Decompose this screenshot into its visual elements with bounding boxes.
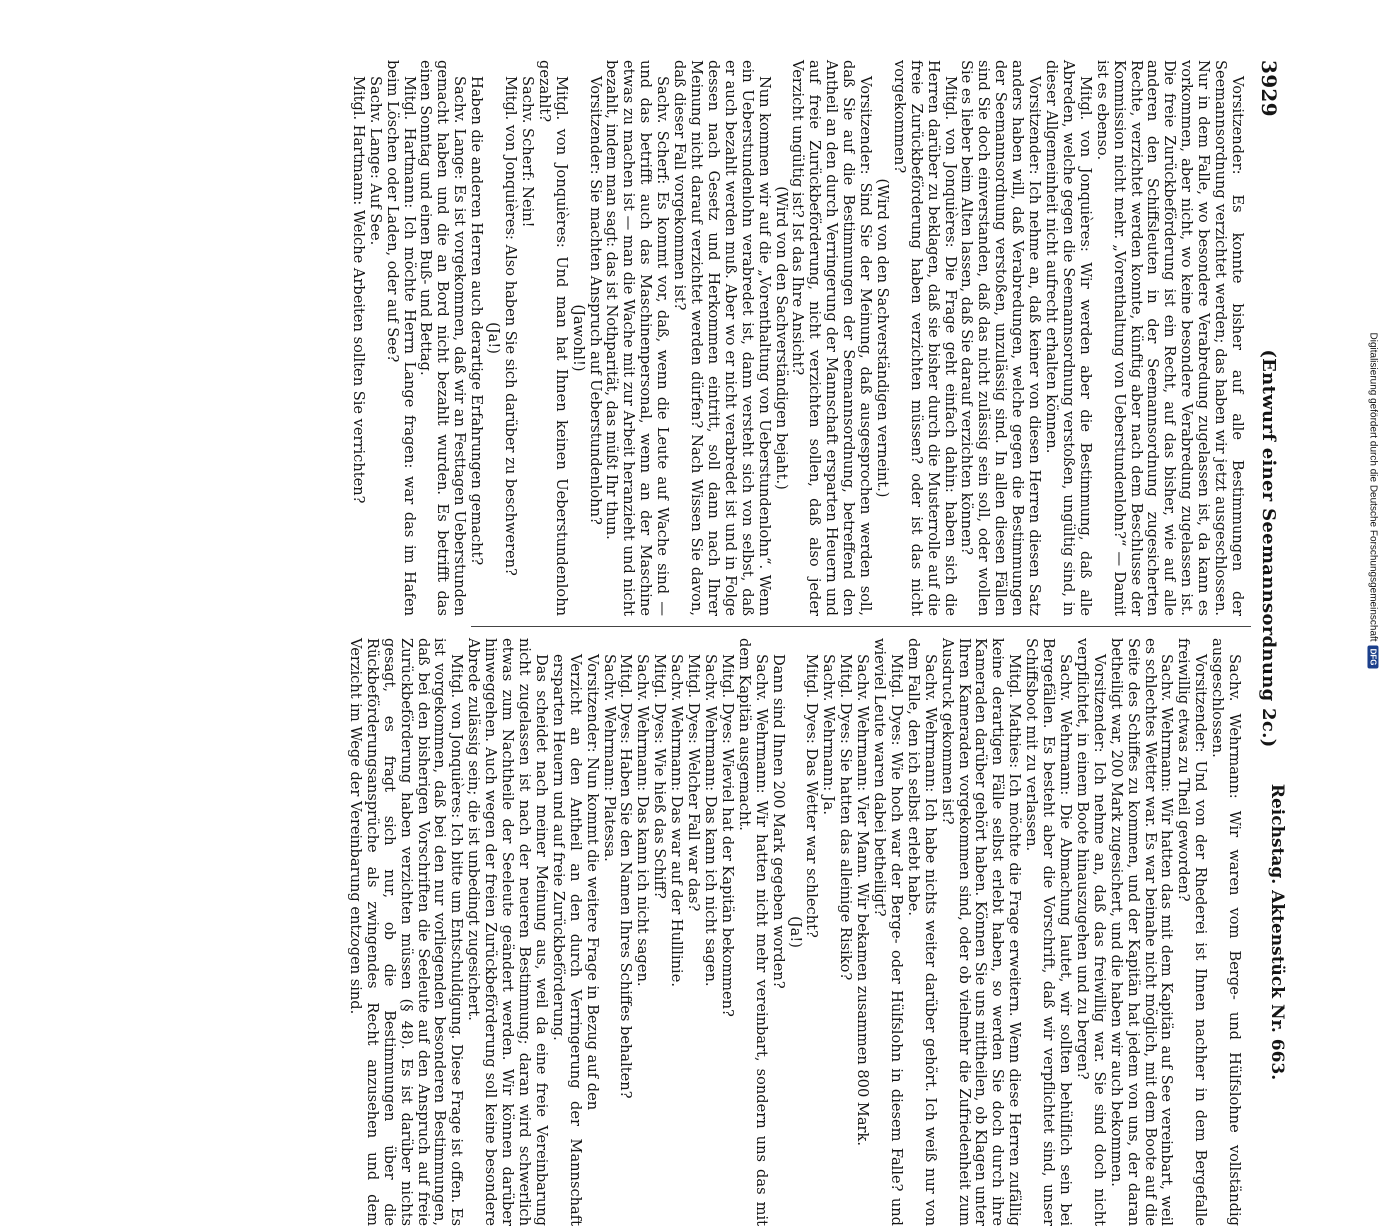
paragraph: Vorsitzender: Sie machten Anspruch auf Ueberstundenlohn? <box>586 76 604 525</box>
paragraph: Sachv. Wehrmann: Ja. <box>820 654 838 815</box>
paragraph: Sachv. Wehrmann: Vier Mann. Wir bekamen zusammen 800 Mark. <box>854 654 872 1146</box>
paragraph: Sachv. Wehrmann: Wir hatten nicht mehr vereinbart, sondern uns das mit dem Kapitän ausgemacht. <box>735 638 770 1226</box>
digitization-notice <box>1366 10 1380 990</box>
paragraph: Mitgl. Dyes: Wie hieß das Schiff? <box>651 654 669 899</box>
paragraph: Vorsitzender: Nun kommt die weitere Frage in Bezug auf den <box>583 654 601 1111</box>
paragraph: Sachv. Scherf: Nein! <box>518 76 536 228</box>
paragraph: (Ja!) <box>786 916 804 948</box>
paragraph: Sachv. Wehrmann: Die Abmachung lautet, wir sollten behülflich sein bei Bergefällen. Es besteht aber die Vorschrift, daß wir verpflichtet sind, unser Schiffsboot mit zu verlassen. <box>1023 638 1075 1226</box>
paragraph: (Wird von den Sachverständigen bejaht.) <box>772 186 790 490</box>
paragraph: Mitgl. Hartmann: Ich möchte Herrn Lange fragen: war das im Hafen beim Löschen oder Laden, oder auf See? <box>383 60 418 616</box>
paragraph: Mitgl. von Jonquières: Wir werden aber die Bestimmung, daß alle Abreden, welche gegen die Seemannsordnung verstoßen, ungültig sind, in dieser Allgemeinheit nicht aufrecht erhalten können. <box>1043 60 1094 616</box>
paragraph: Mitgl. von Jonquières: Also haben Sie sich darüber zu beschweren? <box>502 76 520 576</box>
paragraph: Vorsitzender: Es konnte bisher auf alle Bestimmungen der Seemannsordnung verzichtet werden; das haben wir jetzt ausgeschlossen. Nur in dem Falle, wo besondere Verabredung zugelassen ist, da kann es vorkommen, aber nicht, wo keine besondere Verabredung zugelassen ist. Die freie Zurückbeförderung ist ein Recht, auf das bisher, wie auf alle anderen den Schiffsleuten in der Seemannsordnung zugesicherten Rechte, verzichtet werden konnte, künftig aber nach dem Beschlusse der Kommission nicht mehr. „Vorenthaltung von Ueberstundenlohn?“ — Damit ist es ebenso. <box>1093 60 1246 616</box>
paragraph: Sachv. Lange: Auf See. <box>366 76 384 246</box>
paragraph: Vorsitzender: Und von der Rhederei ist Ihnen nachher in dem Bergefalle freiwillig etwas zu Theil geworden? <box>1175 638 1210 1226</box>
paragraph: Mitgl. von Jonquières: Ich bitte um Entschuldigung. Diese Frage ist offen. Es ist vorgekommen, daß bei den nur vorliegenden besonderen Bestimmungen, daß bei den bisherigen Vorschriften die Seeleute auf den Anspruch auf freie Zurückbeförderung haben verzichten müssen (§ 48). Es ist darüber nichts gesagt, es fragt sich nur, ob die Bestimmungen über die Rückbeförderungsansprüche als zwingendes Recht anzusehen und dem Verzicht im Wege der Vereinbarung entzogen sind. <box>346 638 466 1226</box>
paragraph: Sachv. Scherf: Es kommt vor, daß, wenn die Leute auf Wache sind — und das betrifft auch das Maschinenpersonal, wenn an der Maschine etwas zu machen ist — man die Wache mit zur Arbeit heranzieht und nicht bezahlt, indem man sagt: das ist Nothparität, das müßt Ihr thun. <box>603 60 672 616</box>
paragraph: Sachv. Wehrmann: Das kann ich nicht sagen. <box>702 654 719 987</box>
paragraph: Mitgl. Mathies: Ich möchte die Frage erweitern. Wenn diese Herren zufällig keine derartigen Fälle selbst erlebt haben, so werden Sie doch durch ihre Kameraden darüber gehört haben. Können Sie uns mittheilen, ob Klagen unter Ihren Kameraden vorgekommen sind, oder ob vielmehr die Zufriedenheit zum Ausdruck gekommen ist? <box>938 638 1024 1226</box>
paragraph: Sachv. Wehrmann: Das kann ich nicht sagen. <box>634 654 652 987</box>
paragraph: Sachv. Wehrmann: Das war auf der Hulllinie. <box>668 654 686 987</box>
column-divider <box>471 626 1251 627</box>
paragraph: Vorsitzender: Ich nehme an, daß das freiwillig war. Sie sind doch nicht verpflichtet, in einem Boote hinauszugehen und zu bergen? <box>1073 638 1108 1226</box>
notice-text: Digitalisierung gefördert durch die Deutsche Forschungsgemeinschaft <box>1367 332 1379 642</box>
paragraph: Haben die anderen Herren auch derartige Erfahrungen gemacht? <box>468 76 486 566</box>
paragraph: Mitgl. von Jonquières: Und man hat Ihnen keinen Ueberstundenlohn gezahlt? <box>535 60 570 616</box>
paragraph: Sachv. Wehrmann: Ich habe nichts weiter darüber gehört. Ich weiß nur von dem Falle, den ich selbst erlebt habe. <box>904 638 939 1226</box>
paragraph: Sachv. Wehrmann: Wir waren vom Berge- und Hülfslohne vollständig ausgeschlossen. <box>1209 638 1244 1226</box>
paragraph: Das scheidet nach meiner Meinung aus, weil da eine freie Vereinbarung nicht zugelassen ist nach der neueren Bestimmung; daran wird schwerlich etwas zum Nachtheile der Seeleute geändert werden. Wir können darüber hinweggehen. Auch wegen der freien Zurückbeförderung soll keine besondere Abrede zulässig sein; die ist unbedingt zugesichert. <box>465 638 550 1226</box>
paragraph: Mitgl. Dyes: Welcher Fall war das? <box>685 654 703 912</box>
paragraph: Verzicht an den Antheil an den durch Verringerung der Mannschaft ersparten Heuern und auf freie Zurückbeförderung. <box>549 654 584 1226</box>
paragraph: Mitgl. Dyes: Wieviel hat der Kapitän bekommen? <box>718 654 736 1017</box>
paragraph: Mitgl. Dyes: Wie hoch war der Berge- oder Hülfslohn in diesem Falle? und wieviel Leute waren dabei betheiligt? <box>871 638 905 1226</box>
paragraph: Dann sind Ihnen 200 Mark gegeben worden? <box>769 654 787 989</box>
left-page-title: Reichstag. Aktenstück Nr. 663. <box>1267 783 1287 1081</box>
paragraph: Mitgl. von Jonquières: Die Frage geht einfach dahin: haben sich die Herren darüber zu beklagen, daß sie bisher durch die Musterrolle auf die freie Zurückbeförderung haben verzichten müssen? oder ist das nicht vorgekommen? <box>890 60 959 616</box>
paragraph: Vorsitzender: Ich nehme an, daß keiner von diesen Herren diesen Satz anders haben will, daß Verabredungen, welche gegen die Bestimmungen der Seemannsordnung verstoßen, unzulässig sind. In allen diesen Fällen sind Sie doch einverstanden, daß das nicht zulässig sein soll, oder wollen Sie es lieber beim Alten lassen, daß Sie darauf verzichten können? <box>958 60 1044 616</box>
paragraph: Vorsitzender: Sind Sie der Meinung, daß ausgesprochen werden soll, daß Sie auf die Bestimmungen der Seemannsordnung, betreffend den Antheil an den durch Verringerung der Mannschaft ersparten Heuern und auf freie Zurückbeförderung, nicht verzichten sollen, daß also jeder Verzicht ungültig ist? Ist das Ihre Ansicht? <box>789 60 875 616</box>
text-column-right <box>349 60 1245 616</box>
text-column-left <box>346 638 1287 1226</box>
paragraph: Mitgl. Hartmann: Welche Arbeiten sollten Sie verrichten? <box>349 76 367 504</box>
paragraph: Sachv. Wehrmann: Platessa. <box>600 654 618 862</box>
paragraph: Sachv. Wehrmann: Wir hatten das mit dem Kapitän auf See vereinbart, weil es schlechtes Wetter war. Es war beinahe nicht möglich, mit dem Boote auf die Seite des Schiffes zu kommen, und der Kapitän hat jedem von uns, der daran betheiligt war, 200 Mark zugesichert, und die haben wir auch bekommen. <box>1107 638 1176 1226</box>
dfg-logo: DFG <box>1368 645 1379 668</box>
paragraph: (Jawohl!) <box>569 304 587 372</box>
page-number: 3929 <box>1257 60 1281 117</box>
paragraph: Nun kommen wir auf die „Vorenthaltung von Ueberstundenlohn“. Wenn ein Ueberstundenlohn verabredet ist, dann versteht sich von selbst, daß er auch bezahlt werden muß. Aber wo er nicht verabredet ist und in Folge dessen nach Gesetz und Herkommen eintritt, soll dann nach Ihrer Meinung nicht darauf verzichtet werden dürfen? Nach Wissen Sie davon, daß dieser Fall vorgekommen ist? <box>671 60 773 616</box>
paragraph: Sachv. Lange: Es ist vorgekommen, daß wir an Festtagen Ueberstunden gemacht haben und die an Bord nicht bezahlt wurden. Es betrifft das einen Sonntag und einen Buß- und Bettag. <box>417 60 469 616</box>
paragraph: Mitgl. Dyes: Haben Sie den Namen Ihres Schiffes behalten? <box>617 654 635 1099</box>
paragraph: Mitgl. Dyes: Sie hatten das alleinige Risiko? <box>837 654 855 981</box>
paragraph: Mitgl. Dyes: Das Wetter war schlecht? <box>803 654 821 938</box>
paragraph: (Ja!) <box>485 322 503 354</box>
rotated-page <box>91 60 1291 1226</box>
running-title: (Entwurf einer Seemannsordnung 2c.) <box>1258 349 1280 748</box>
paragraph: (Wird von den Sachverständigen verneint.) <box>873 178 891 498</box>
